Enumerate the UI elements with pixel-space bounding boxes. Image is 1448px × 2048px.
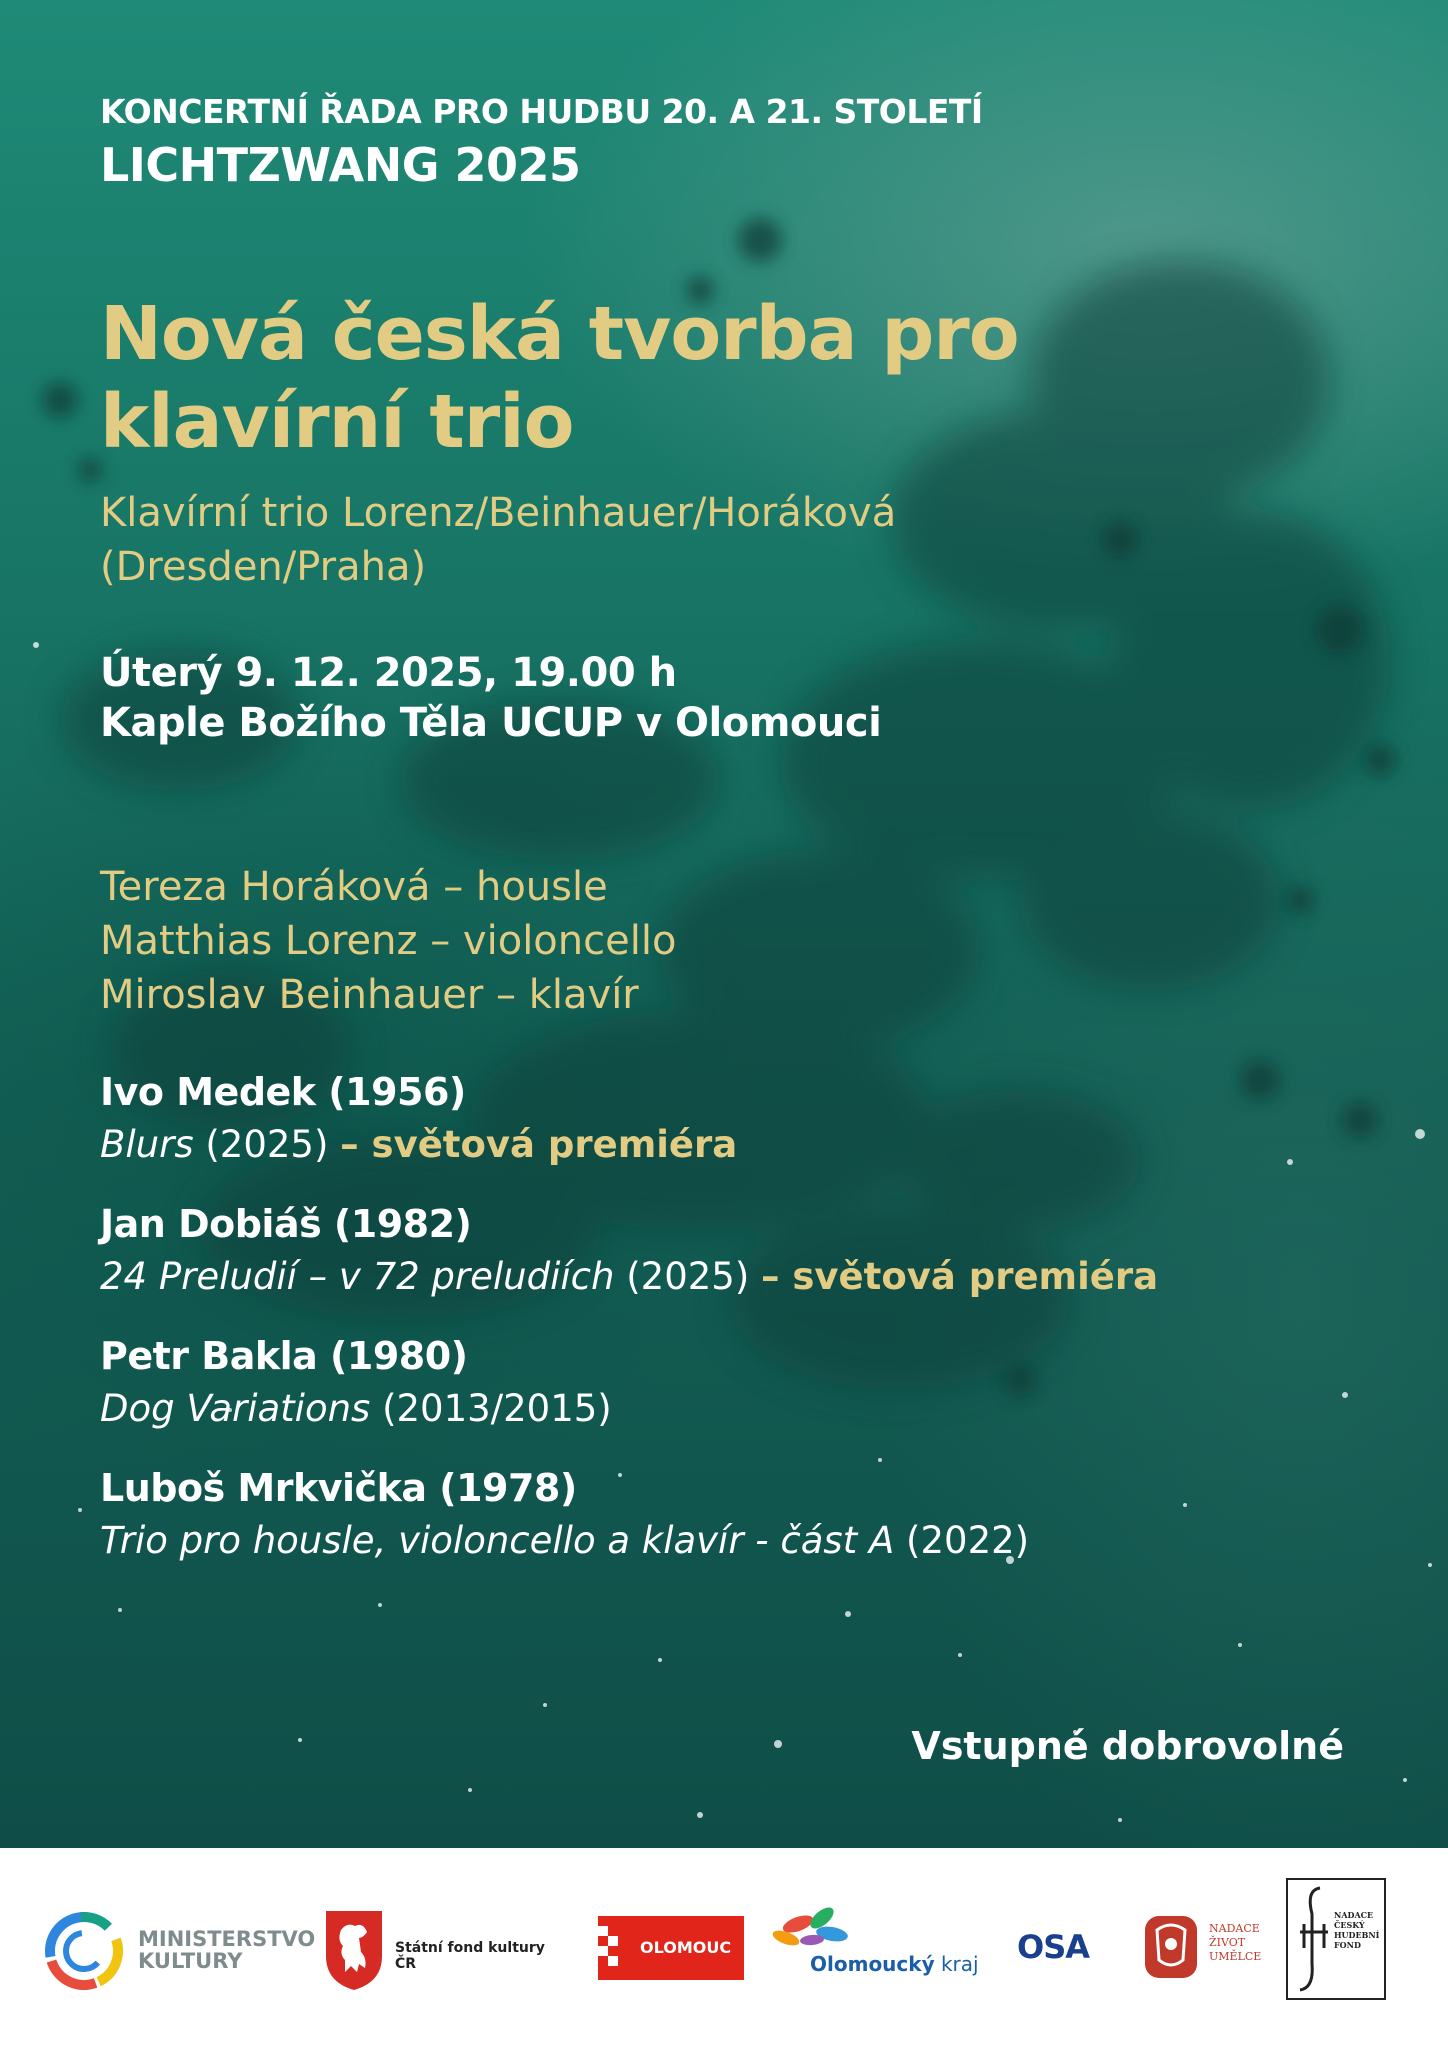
event-datetime: Úterý 9. 12. 2025, 19.00 h: [100, 650, 677, 696]
region-name: Olomoucký: [810, 1952, 935, 1976]
composer: Ivo Medek (1956): [100, 1070, 466, 1114]
work-title: Dog Variations: [100, 1387, 371, 1430]
sponsor-footer: [0, 1848, 1448, 2048]
nchf-line2: ČESKÝ: [1334, 1920, 1365, 1930]
nchf-line1: NADACE: [1334, 1910, 1374, 1920]
concert-title: [100, 290, 1019, 466]
nadace-line1: NADACE: [1209, 1922, 1260, 1935]
nchf-line4: FOND: [1334, 1940, 1361, 1950]
work-year: (2013/2015): [370, 1387, 612, 1430]
work-year: (2025): [193, 1123, 341, 1166]
premiere-label: – světová premiéra: [761, 1255, 1159, 1298]
olomouc-label: OLOMOUC: [640, 1938, 732, 1957]
region-label: [810, 1952, 979, 1976]
ensemble: [100, 486, 896, 594]
region-suffix: kraj: [934, 1952, 979, 1976]
concert-series: KONCERTNÍ ŘADA PRO HUDBU 20. A 21. STOLETÍ: [100, 92, 983, 131]
work-title: Blurs: [100, 1123, 194, 1166]
composer: Luboš Mrkvička (1978): [100, 1466, 577, 1510]
work-title: Trio pro housle, violoncello a klavír - část A: [100, 1519, 895, 1562]
osa-logo: OSA: [1017, 1928, 1090, 1966]
work-year: (2022): [894, 1519, 1030, 1562]
performer: Tereza Horáková – housle: [100, 864, 608, 910]
ensemble-line2: (Dresden/Praha): [100, 544, 427, 590]
composer: Jan Dobiáš (1982): [100, 1202, 472, 1246]
premiere-label: – světová premiéra: [340, 1123, 738, 1166]
nchf-emblem-icon: [1294, 1884, 1334, 1994]
piece: [100, 1515, 1029, 1567]
nadace-emblem-icon: [1143, 1914, 1199, 1980]
performers: [100, 860, 676, 1022]
piece: [100, 1251, 1158, 1303]
program-item: [100, 1197, 1158, 1303]
olomouc-region-logo: [768, 1904, 978, 1994]
nchf-line3: HUDEBNÍ: [1334, 1930, 1380, 1940]
ministry-line2: KULTURY: [138, 1949, 243, 1973]
concert-title-line1: Nová česká tvorba pro: [100, 291, 1019, 377]
nadace-zivot-umelce-logo: [1143, 1914, 1283, 1984]
piece: [100, 1119, 737, 1171]
program-item: [100, 1065, 737, 1171]
nadace-cesky-hudebni-fond-logo: [1286, 1878, 1386, 2000]
event-info: [100, 648, 881, 748]
czech-lion-shield-icon: [323, 1908, 385, 1992]
ministry-line1: MINISTERSTVO: [138, 1927, 316, 1951]
event-venue: Kaple Božího Těla UCUP v Olomouci: [100, 700, 882, 746]
program-item: [100, 1329, 612, 1435]
ministry-of-culture-logo: [42, 1906, 316, 1996]
nadace-line3: UMĚLCE: [1209, 1950, 1262, 1963]
composer: Petr Bakla (1980): [100, 1334, 468, 1378]
state-culture-fund-logo: [323, 1906, 563, 1996]
piece: [100, 1383, 612, 1435]
ensemble-line1: Klavírní trio Lorenz/Beinhauer/Horáková: [100, 490, 897, 536]
performer: Matthias Lorenz – violoncello: [100, 918, 677, 964]
nadace-line2: ŽIVOT: [1209, 1936, 1246, 1949]
entry-note: Vstupné dobrovolné: [911, 1724, 1344, 1768]
ministry-ring-icon: [42, 1909, 126, 1993]
program-item: [100, 1461, 1029, 1567]
series-year: LICHTZWANG 2025: [100, 138, 581, 192]
olomouc-city-logo: [598, 1916, 744, 1980]
concert-title-line2: klavírní trio: [100, 379, 574, 465]
work-title: 24 Preludií – v 72 preludiích: [100, 1255, 615, 1298]
work-year: (2025): [614, 1255, 762, 1298]
sfk-label: Státní fond kultury ČR: [395, 1940, 545, 1972]
region-leaves-icon: [768, 1904, 858, 1954]
performer: Miroslav Beinhauer – klavír: [100, 972, 639, 1018]
